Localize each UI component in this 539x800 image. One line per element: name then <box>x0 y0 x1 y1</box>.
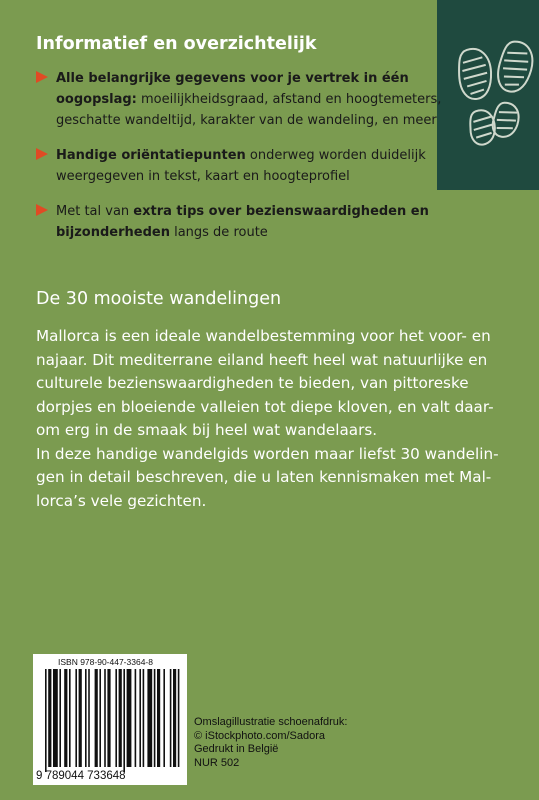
description-line: lorca’s vele gezichten. <box>36 491 207 510</box>
section-heading-wandelingen: De 30 mooiste wandelingen <box>36 289 282 309</box>
barcode-bar <box>107 669 110 767</box>
credits <box>194 716 347 770</box>
barcode-bar <box>64 669 67 767</box>
barcode-bar <box>104 669 106 767</box>
barcode-bar <box>88 669 90 767</box>
barcode-bar <box>48 669 51 767</box>
description-line: dorpjes en bloeiende valleien tot diepe kloven, en valt daar- <box>36 397 494 416</box>
footprints-icon <box>437 0 539 190</box>
barcode-bar <box>170 669 172 767</box>
credit-line: NUR 502 <box>194 756 240 769</box>
credit-line: Omslagillustratie schoenafdruk: <box>194 716 348 728</box>
isbn-label: ISBN 978-90-447-3364-8 <box>58 657 153 667</box>
barcode-bar <box>139 669 141 767</box>
barcode-bar <box>79 669 82 767</box>
barcode-bar <box>95 669 98 767</box>
barcode-bar <box>99 669 101 767</box>
barcode-bar <box>69 669 71 767</box>
description-line: Mallorca is een ideale wandelbestemming voor het voor- en <box>36 327 491 345</box>
barcode-bar <box>163 669 165 767</box>
feature-item <box>36 201 436 243</box>
feature-line: bijzonderheden langs de route <box>56 225 268 240</box>
feature-item <box>36 145 436 187</box>
arrow-bullet-icon <box>36 148 48 160</box>
barcode-bar <box>53 669 58 767</box>
barcode-bar <box>115 669 117 767</box>
description-line: In deze handige wandelgids worden maar liefst 30 wandelin- <box>36 444 499 463</box>
credit-line: © iStockphoto.com/Sadora <box>194 729 326 742</box>
feature-list <box>36 68 442 257</box>
barcode-bar <box>85 669 87 767</box>
barcode-bar <box>154 669 156 767</box>
section-heading-informatief: Informatief en overzichtelijk <box>36 34 317 54</box>
description-line: om erg in de smaak bij heel wat wandelaars. <box>36 421 378 439</box>
barcode-bar <box>127 669 132 767</box>
barcode-bar <box>178 669 180 767</box>
barcode-icon <box>33 654 187 785</box>
feature-line: Met tal van extra tips over bezienswaardigheden en <box>56 204 429 219</box>
barcode-bar <box>45 669 47 772</box>
feature-line: geschatte wandeltijd, karakter van de wandeling, en meer <box>56 113 437 128</box>
credit-line: Gedrukt in België <box>194 743 279 756</box>
description-line: culturele bezienswaardigheden te bieden, van pittoreske <box>36 374 469 392</box>
arrow-bullet-icon <box>36 204 48 216</box>
barcode-bar <box>59 669 61 767</box>
barcode-bar <box>143 669 145 767</box>
barcode-bar <box>135 669 137 767</box>
barcode-bar <box>75 669 77 767</box>
description-line: najaar. Dit mediterrane eiland heeft heel wat natuurlijke en <box>36 350 488 369</box>
barcode-bar <box>147 669 152 767</box>
feature-line: weergegeven in tekst, kaart en hoogteprofiel <box>56 169 350 184</box>
arrow-bullet-icon <box>36 71 48 83</box>
description-text <box>36 325 516 513</box>
feature-line: Handige oriëntatiepunten onderweg worden duidelijk <box>56 148 426 163</box>
barcode-bar <box>123 669 125 772</box>
barcode-bar <box>119 669 122 767</box>
barcode-box <box>33 654 187 785</box>
feature-line: oogopslag: moeilijkheidsgraad, afstand en hoogtemeters, <box>56 92 442 107</box>
corner-image <box>437 0 539 190</box>
barcode-digits: 9 789044 733648 <box>36 770 126 782</box>
description-line: gen in detail beschreven, die u laten kennismaken met Mal- <box>36 468 492 486</box>
barcode-bar <box>173 669 176 767</box>
barcode-bar <box>157 669 160 767</box>
feature-item <box>36 68 442 131</box>
feature-line: Alle belangrijke gegevens voor je vertrek in één <box>56 71 409 86</box>
